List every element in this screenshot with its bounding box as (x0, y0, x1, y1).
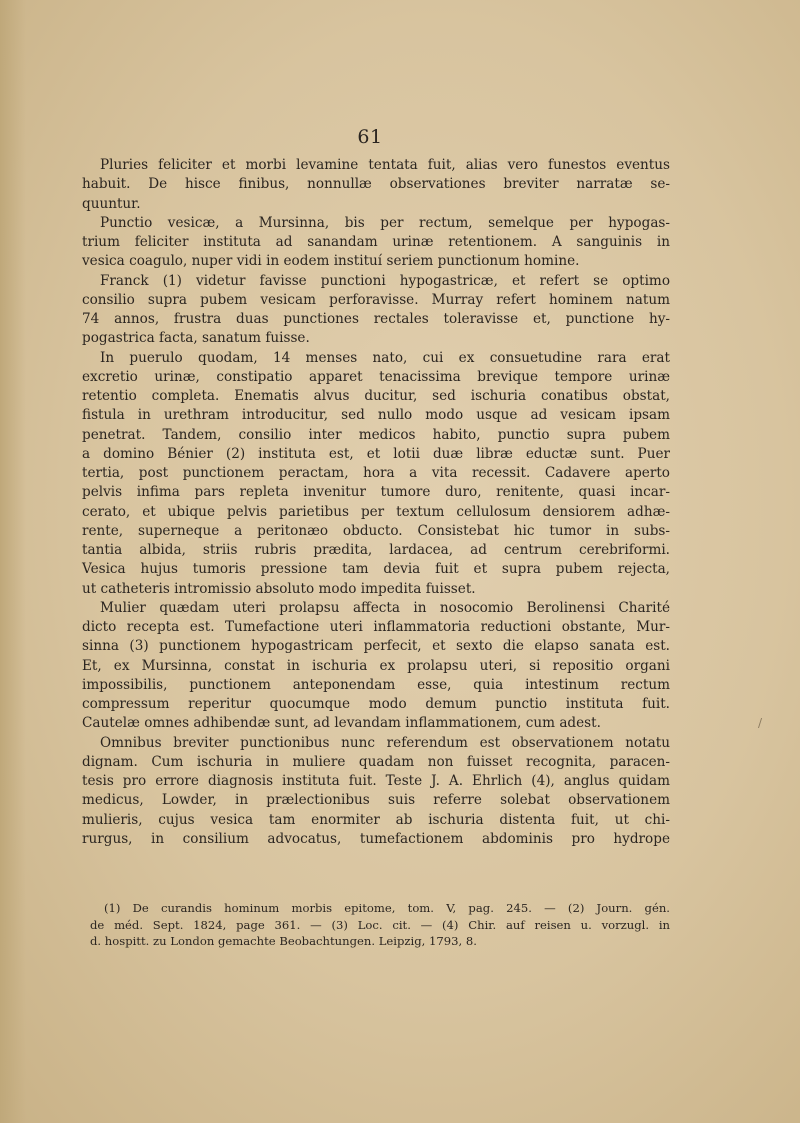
text-line: dicto recepta est. Tumefactione uteri inflammatoria reductioni obstante, Mur- (82, 619, 670, 635)
text-line: tesis pro errore diagnosis instituta fuit. Teste J. A. Ehrlich (4), anglus quidam (82, 773, 670, 789)
text-line: vesica coagulo, nuper vidi in eodem instituí seriem punctionum homine. (82, 253, 580, 270)
text-line: fistula in urethram introducitur, sed nullo modo usque ad vesicam ipsam (82, 407, 670, 424)
text-line: excretio urinæ, constipatio apparet tenacissima brevique tempore urinæ (82, 368, 670, 385)
footnotes (90, 900, 670, 950)
text-line: trium feliciter instituta ad sanandam urinæ retentionem. A sanguinis in (82, 234, 670, 250)
text-line: consilio supra pubem vesicam perforavisse. Murray refert hominem natum (82, 291, 670, 308)
text-line: a domino Bénier (2) instituta est, et lotii duæ libræ eductæ sunt. Puer (82, 445, 670, 462)
text-line: Vesica hujus tumoris pressione tam devia fuit et supra pubem rejecta, (82, 561, 670, 578)
text-line: rurgus, in consilium advocatus, tumefactionem abdominis pro hydrope (82, 830, 670, 847)
page-number: 61 (357, 126, 383, 148)
footnote-line: d. hospitt. zu London gemachte Beobachtungen. Leipzig, 1793, 8. (90, 934, 477, 948)
margin-mark: / (758, 716, 763, 730)
text-line: mulieris, cujus vesica tam enormiter ab ischuria distenta fuit, ut chi- (82, 811, 670, 828)
footnote-line: de méd. Sept. 1824, page 361. — (3) Loc. cit. — (4) Chir. auf reisen u. vorzugl. in (90, 917, 670, 932)
text-line: penetrat. Tandem, consilio inter medicos habito, punctio supra pubem (82, 426, 670, 443)
text-line: rente, superneque a peritonæo obducto. Consistebat hic tumor in subs- (82, 522, 670, 539)
text-line: Cautelæ omnes adhibendæ sunt, ad levandam inflammationem, cum adest. (82, 715, 601, 732)
text-line: dignam. Cum ischuria in muliere quadam non fuisset recognita, paracen- (82, 753, 670, 770)
text-line: habuit. De hisce finibus, nonnullæ observationes breviter narratæ se- (82, 176, 670, 193)
text-line: retentio completa. Enematis alvus ducitur, sed ischuria conatibus obstat, (82, 388, 670, 404)
text-line: tantia albida, striis rubris prædita, lardacea, ad centrum cerebriformi. (82, 542, 670, 558)
text-line: Franck (1) videtur favisse punctioni hypogastricæ, et refert se optimo (100, 272, 670, 289)
text-line: compressum reperitur quocumque modo demum punctio instituta fuit. (82, 696, 670, 712)
text-line: quuntur. (82, 195, 141, 212)
text-line: Et, ex Mursinna, constat in ischuria ex prolapsu uteri, si repositio organi (82, 657, 670, 674)
text-line: 74 annos, frustra duas punctiones rectales toleravisse et, punctione hy- (82, 311, 670, 327)
body-text (82, 156, 670, 849)
text-line: ut catheteris intromissio absoluto modo impedita fuisset. (82, 580, 476, 597)
text-line: tertia, post punctionem peractam, hora a vita recessit. Cadavere aperto (82, 465, 670, 481)
text-line: pogastrica facta, sanatum fuisse. (82, 330, 310, 347)
text-line: sinna (3) punctionem hypogastricam perfecit, et sexto die elapso sanata est. (82, 638, 670, 655)
text-line: Pluries feliciter et morbi levamine tentata fuit, alias vero funestos eventus (100, 157, 670, 173)
text-line: pelvis infima pars repleta invenitur tumore duro, renitente, quasi incar- (82, 484, 670, 501)
text-line: Punctio vesicæ, a Mursinna, bis per rectum, semelque per hypogas- (100, 214, 670, 231)
footnote-line: (1) De curandis hominum morbis epitome, tom. V, pag. 245. — (2) Journ. gén. (104, 901, 670, 915)
text-line: In puerulo quodam, 14 menses nato, cui ex consuetudine rara erat (100, 349, 670, 366)
text-line: cerato, et ubique pelvis parietibus per textum cellulosum densiorem adhæ- (82, 503, 670, 520)
text-line: impossibilis, punctionem anteponendam esse, quia intestinum rectum (82, 676, 670, 693)
text-line: Omnibus breviter punctionibus nunc referendum est observationem notatu (100, 734, 670, 751)
text-line: medicus, Lowder, in prælectionibus suis referre solebat observationem (82, 792, 670, 809)
page-edge-shading (0, 0, 26, 1123)
text-line: Mulier quædam uteri prolapsu affecta in nosocomio Berolinensi Charité (100, 599, 670, 616)
